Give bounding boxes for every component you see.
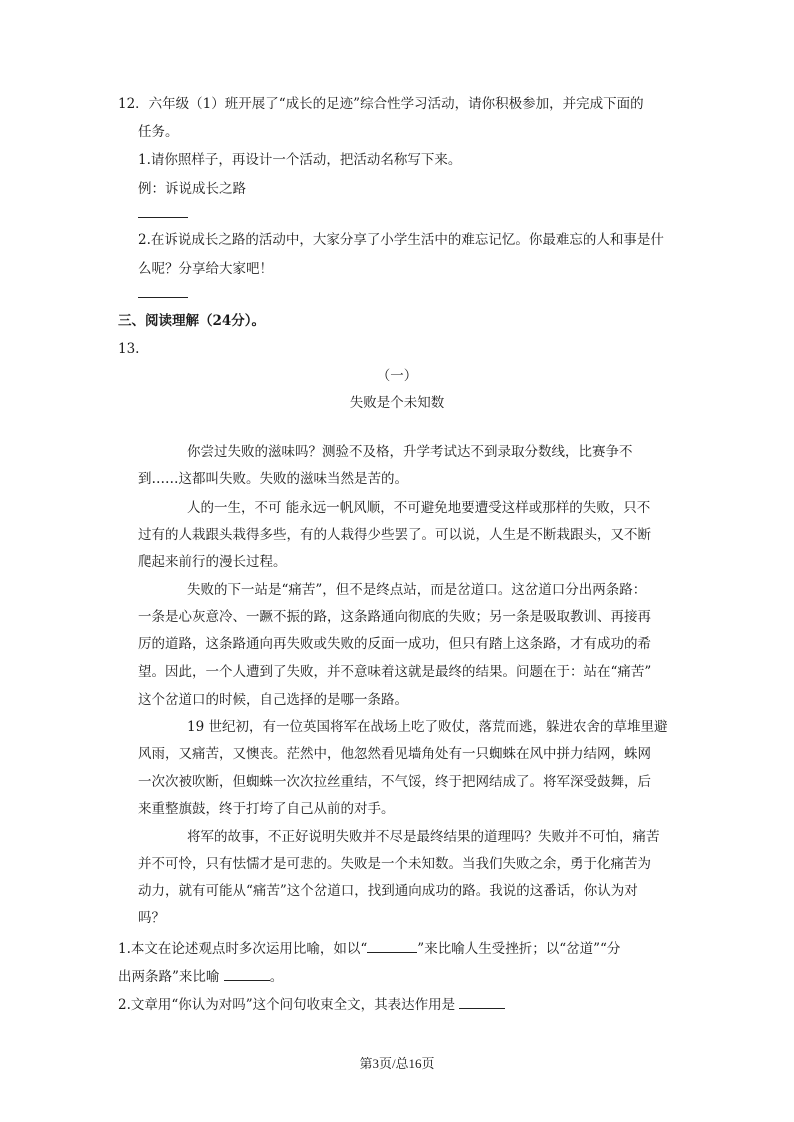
passage-line: 一次次被吹断，但蜘蛛一次次拉丝重结，不气馁，终于把网结成了。将军深受鼓舞，后	[138, 774, 651, 790]
q13-number: 13.	[118, 341, 140, 357]
passage-line: 来重整旗鼓，终于打垮了自己从前的对手。	[138, 801, 395, 817]
passage-line: 动力，就有可能从“痛苦”这个岔道口，找到通向成功的路。我说的这番话，你认为对	[138, 883, 638, 899]
passage-line: 19 世纪初，有一位英国将军在战场上吃了败仗，落荒而逃，躲进农舍的草堆里避	[187, 719, 668, 735]
passage-line: 到……这都叫失败。失败的滋味当然是苦的。	[138, 471, 408, 487]
passage-line: 并不可怜，只有怯懦才是可悲的。失败是一个未知数。当我们失败之余，勇于化痛苦为	[138, 856, 651, 872]
q12-answer-line-2[interactable]	[138, 297, 188, 298]
passage-line: 这个岔道口的时候，自己选择的是哪一条路。	[138, 692, 408, 708]
q13-question-1-text-c: 出两条路”来比喻	[118, 969, 224, 985]
passage-line: 失败的下一站是“痛苦”，但不是终点站，而是岔道口。这岔道口分出两条路：	[187, 582, 647, 598]
q13-question-1-line-1	[118, 940, 620, 957]
q13-question-1-blank-1[interactable]	[367, 940, 417, 953]
passage-line: 过有的人栽跟头栽得多些，有的人栽得少些罢了。可以说，人生是不断栽跟头，又不断	[138, 527, 651, 543]
q13-question-2-text: 2.文章用“你认为对吗”这个问句收束全文，其表达作用是	[118, 997, 460, 1013]
q13-question-1-text-a: 1.本文在论述观点时多次运用比喻，如以“	[118, 941, 368, 957]
passage-line: 吗？	[138, 910, 165, 926]
q12-subquestion-1: 1.请你照样子，再设计一个活动，把活动名称写下来。	[138, 152, 462, 168]
passage-line: 将军的故事，不正好说明失败并不尽是最终结果的道理吗？失败并不可怕，痛苦	[187, 829, 660, 845]
q12-line-1: 12．六年级（1）班开展了“成长的足迹”综合性学习活动，请你积极参加，并完成下面的	[118, 96, 644, 112]
passage-part-label: （一）	[376, 368, 418, 384]
q13-question-1-text-b: ”来比喻人生受挫折；以“岔道”“分	[417, 941, 621, 957]
passage-line: 你尝过失败的滋味吗？测验不及格，升学考试达不到录取分数线，比赛争不	[187, 444, 633, 460]
q13-question-1-blank-2[interactable]	[224, 968, 270, 981]
passage-line: 风雨，又痛苦，又懊丧。茫然中，他忽然看见墙角处有一只蜘蛛在风中拼力结网，蛛网	[138, 746, 651, 762]
q13-question-2	[118, 996, 505, 1013]
q13-question-2-blank[interactable]	[459, 996, 505, 1009]
q13-question-1-line-2	[118, 968, 283, 985]
q12-example: 例：诉说成长之路	[138, 181, 246, 197]
section-heading: 三、阅读理解（24分）。	[118, 313, 266, 329]
q12-subquestion-2-line-1: 2.在诉说成长之路的活动中，大家分享了小学生活中的难忘记忆。你最难忘的人和事是什	[138, 232, 664, 248]
q12-subquestion-2-line-2: 么呢？分享给大家吧！	[138, 261, 273, 277]
q12-answer-line-1[interactable]	[138, 217, 188, 218]
passage-line: 人的一生，不可 能永远一帆风顺，不可避免地要遭受这样或那样的失败，只不	[187, 500, 651, 516]
passage-line: 厉的道路，这条路通向再失败或失败的反面一成功，但只有踏上这条路，才有成功的希	[138, 636, 651, 652]
page-footer: 第3页/总16页	[359, 1056, 435, 1071]
passage-title: 失败是个未知数	[349, 395, 445, 411]
passage-line: 一条是心灰意冷、一蹶不振的路，这条路通向彻底的失败；另一条是吸取教训、再接再	[138, 609, 651, 625]
q13-question-1-text-d: 。	[269, 969, 284, 985]
passage-line: 爬起来前行的漫长过程。	[138, 554, 287, 570]
passage-line: 望。因此，一个人遭到了失败，并不意味着这就是最终的结果。问题在于：站在“痛苦”	[138, 664, 652, 680]
q12-line-2: 任务。	[138, 124, 179, 140]
